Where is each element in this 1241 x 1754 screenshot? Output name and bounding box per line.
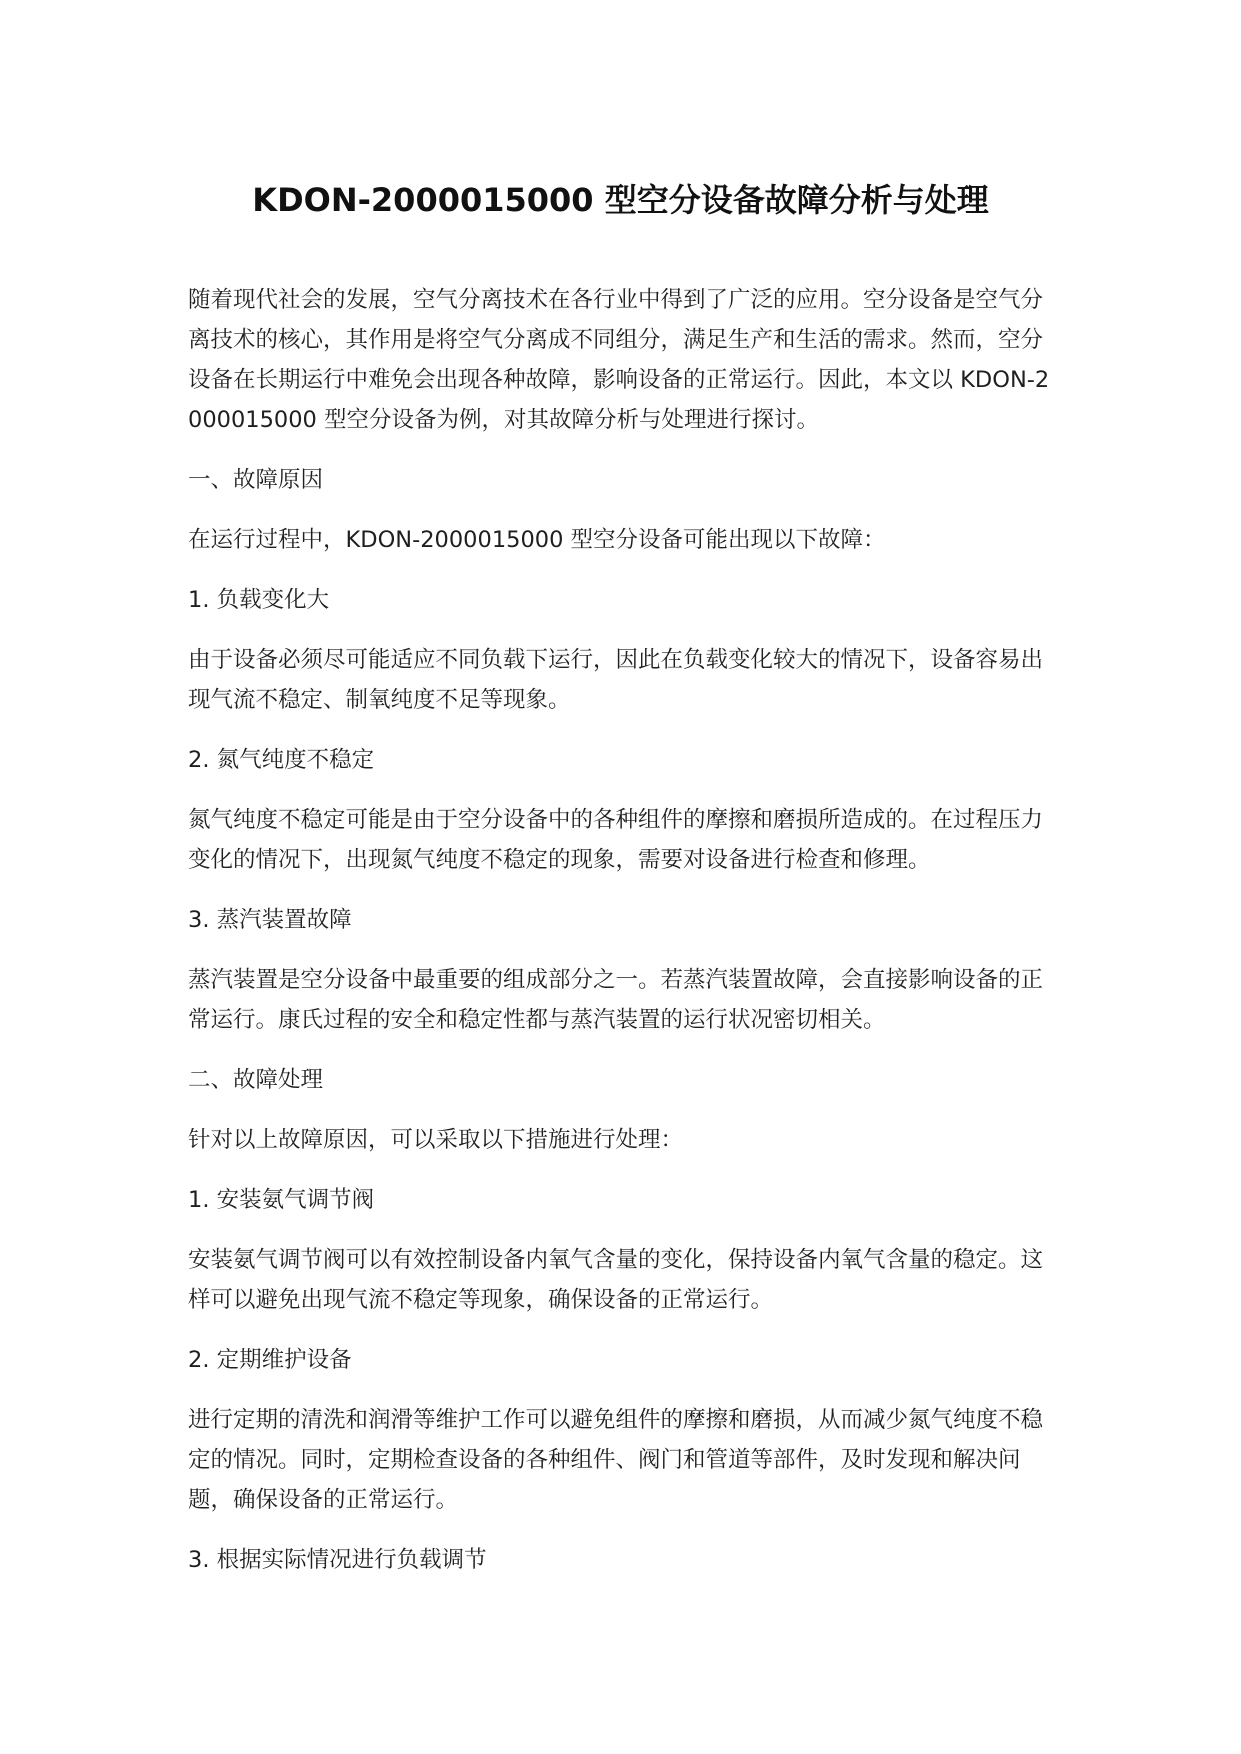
section-heading-causes: 一、故障原因 <box>188 467 324 493</box>
cause-paragraph-nitrogen-purity: 氮气纯度不稳定可能是由于空分设备中的各种组件的摩擦和磨损所造成的。在过程压力变化的情况下，出现氮气纯度不稳定的现象，需要对设备进行检查和修理。 <box>188 807 1044 873</box>
section-heading-handling: 二、故障处理 <box>188 1067 324 1093</box>
handling-intro-paragraph: 针对以上故障原因，可以采取以下措施进行处理： <box>188 1127 684 1153</box>
document-body <box>188 280 1060 1600</box>
document-title: KDON-2000015000 型空分设备故障分析与处理 <box>252 181 989 219</box>
cause-heading-steam-device: 3. 蒸汽装置故障 <box>188 907 352 933</box>
causes-intro-paragraph: 在运行过程中，KDON-2000015000 型空分设备可能出现以下故障： <box>188 527 886 553</box>
measure-heading-load-adjustment: 3. 根据实际情况进行负载调节 <box>188 1547 487 1573</box>
measure-heading-valve: 1. 安装氨气调节阀 <box>188 1187 375 1213</box>
cause-paragraph-load-variation: 由于设备必须尽可能适应不同负载下运行，因此在负载变化较大的情况下，设备容易出现气流不稳定、制氧纯度不足等现象。 <box>188 647 1044 713</box>
measure-paragraph-valve: 安装氨气调节阀可以有效控制设备内氧气含量的变化，保持设备内氧气含量的稳定。这样可以避免出现气流不稳定等现象，确保设备的正常运行。 <box>188 1247 1044 1313</box>
cause-paragraph-steam-device: 蒸汽装置是空分设备中最重要的组成部分之一。若蒸汽装置故障，会直接影响设备的正常运行。康氏过程的安全和稳定性都与蒸汽装置的运行状况密切相关。 <box>188 967 1044 1033</box>
measure-heading-maintenance: 2. 定期维护设备 <box>188 1347 352 1373</box>
cause-heading-load-variation: 1. 负载变化大 <box>188 587 330 613</box>
cause-heading-nitrogen-purity: 2. 氮气纯度不稳定 <box>188 747 375 773</box>
intro-paragraph: 随着现代社会的发展，空气分离技术在各行业中得到了广泛的应用。空分设备是空气分离技术的核心，其作用是将空气分离成不同组分，满足生产和生活的需求。然而，空分设备在长期运行中难免会出现各种故障，影响设备的正常运行。因此，本文以 KDON-2000015000 型空分设备为例，对其故障分析与处理进行探讨。 <box>188 287 1050 433</box>
measure-paragraph-maintenance: 进行定期的清洗和润滑等维护工作可以避免组件的摩擦和磨损，从而减少氮气纯度不稳定的情况。同时，定期检查设备的各种组件、阀门和管道等部件，及时发现和解决问题，确保设备的正常运行。 <box>188 1407 1044 1513</box>
